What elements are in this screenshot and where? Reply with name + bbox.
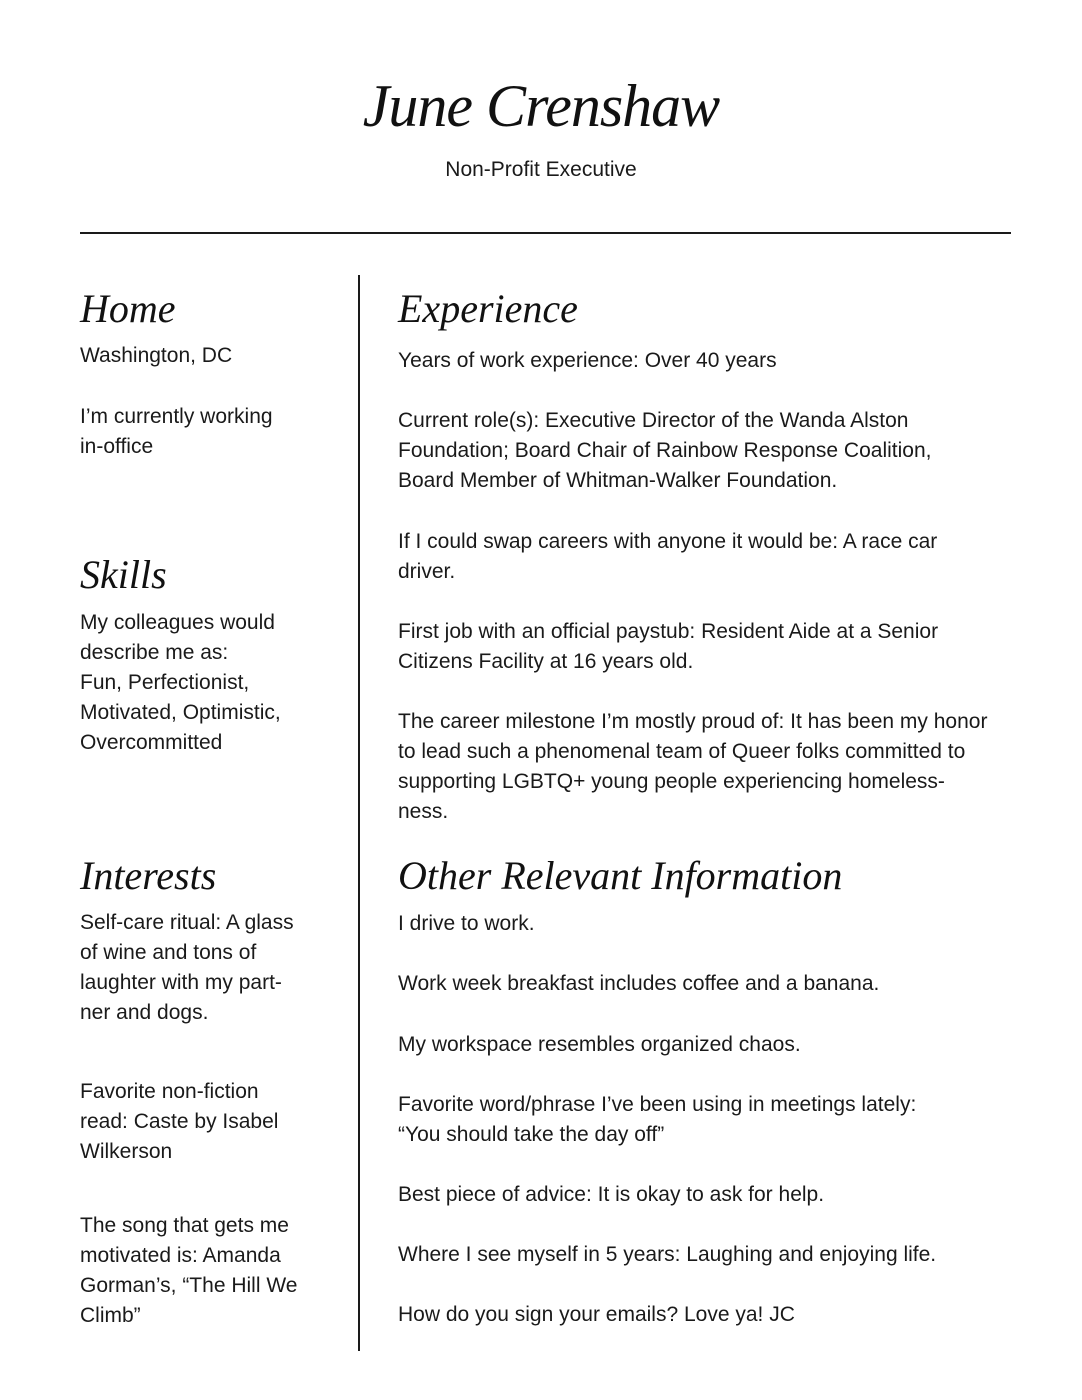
- experience-item: Years of work experience: Over 40 years: [398, 349, 777, 372]
- other-info-heading: Other Relevant Information: [398, 853, 843, 898]
- other-info-item: Favorite word/phrase I’ve been using in meetings lately: “You should take the day off”: [398, 1093, 917, 1146]
- experience-item: First job with an official paystub: Resident Aide at a Senior Citizens Facility at 16 years old.: [398, 620, 939, 673]
- profile-title: Non-Profit Executive: [445, 158, 637, 181]
- profile-name: June Crenshaw: [362, 73, 720, 139]
- experience-item: If I could swap careers with anyone it would be: A race car driver.: [398, 530, 938, 583]
- experience-item: Current role(s): Executive Director of the Wanda Alston Foundation; Board Chair of Rainbow Response Coalition, Board Member of Whitman-Walker Foundation.: [398, 409, 932, 492]
- other-info-item: How do you sign your emails? Love ya! JC: [398, 1303, 795, 1326]
- home-heading: Home: [80, 286, 176, 331]
- other-info-item: Work week breakfast includes coffee and a banana.: [398, 972, 880, 995]
- home-location: Washington, DC: [80, 344, 233, 367]
- experience-item: The career milestone I’m mostly proud of: It has been my honor to lead such a phenomenal team of Queer folks committed to supporting LGBTQ+ young people experiencing homeless- ness.: [398, 710, 988, 823]
- other-info-item: Best piece of advice: It is okay to ask for help.: [398, 1183, 825, 1206]
- interest-item: Self-care ritual: A glass of wine and tons of laughter with my part- ner and dogs.: [80, 911, 294, 1024]
- other-info-item: My workspace resembles organized chaos.: [398, 1033, 801, 1056]
- header-divider: [80, 232, 1011, 234]
- interests-heading: Interests: [80, 853, 217, 898]
- other-info-item: I drive to work.: [398, 912, 535, 935]
- skills-text: My colleagues would describe me as: Fun, Perfectionist, Motivated, Optimistic, Overcommitted: [80, 611, 281, 754]
- experience-heading: Experience: [398, 286, 578, 331]
- skills-heading: Skills: [80, 552, 167, 597]
- interest-item: Favorite non-fiction read: Caste by Isabel Wilkerson: [80, 1080, 279, 1163]
- column-divider: [358, 275, 360, 1351]
- other-info-item: Where I see myself in 5 years: Laughing and enjoying life.: [398, 1243, 937, 1266]
- interest-item: The song that gets me motivated is: Amanda Gorman’s, “The Hill We Climb”: [80, 1214, 298, 1327]
- home-work-mode: I’m currently working in-office: [80, 405, 273, 458]
